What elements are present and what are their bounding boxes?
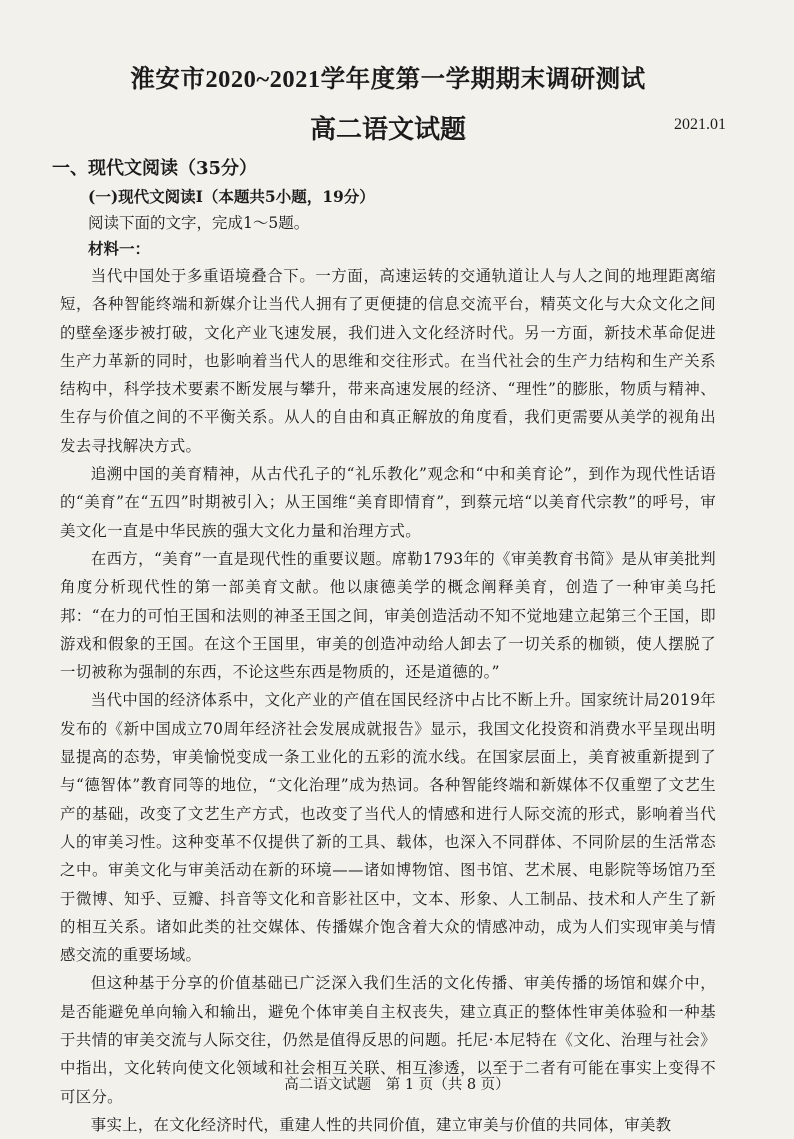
passage-body [60, 262, 716, 1139]
passage-paragraph: 追溯中国的美育精神，从古代孔子的“礼乐教化”观念和“中和美育论”，到作为现代性话语的“美育”在“五四”时期被引入；从王国维“美育即情育”，到蔡元培“以美育代宗教”的呼号，审美文化一直是中华民族的强大文化力量和治理方式。 [60, 465, 716, 540]
page-footer: 高二语文试题 第 1 页（共 8 页） [284, 1077, 510, 1093]
material-label: 材料一： [88, 239, 151, 258]
passage-paragraph: 事实上，在文化经济时代，重建人性的共同价值，建立审美与价值的共同体，审美教 [90, 1115, 672, 1134]
passage-paragraph: 当代中国处于多重语境叠合下。一方面，高速运转的交通轨道让人与人之间的地理距离缩短，各种智能终端和新媒介让当代人拥有了更便捷的信息交流平台，精英文化与大众文化之间的壁垒逐步被打破，文化产业飞速发展，我们进入文化经济时代。另一方面，新技术革命促进生产力革新的同时，也影响着当代人的思维和交往形式。在当代社会的生产力结构和生产关系结构中，科学技术要素不断发展与攀升，带来高速发展的经济、“理性”的膨胀，物质与精神、生存与价值之间的不平衡关系。从人的自由和真正解放的角度看，我们更需要从美学的视角出发去寻找解决方式。 [60, 267, 716, 455]
reading-instruction: 阅读下面的文字，完成1～5题。 [88, 214, 310, 232]
passage-paragraph: 但这种基于分享的价值基础已广泛深入我们生活的文化传播、审美传播的场馆和媒介中，是否能避免单向输入和输出，避免个体审美自主权丧失，建立真正的整体性审美体验和一种基于共情的审美交流与人际交往，仍然是值得反思的问题。托尼·本尼特在《文化、治理与社会》中指出，文化转向使文化领域和社会相互关联、相互渗透，以至于二者有可能在事实上变得不可区分。 [60, 974, 716, 1106]
subsection-heading: (一)现代文阅读Ⅰ（本题共5小题，19分） [88, 187, 375, 206]
passage-paragraph: 在西方，“美育”一直是现代性的重要议题。席勒1793年的《审美教育书简》是从审美批判角度分析现代性的第一部美育文献。他以康德美学的概念阐释美育，创造了一种审美乌托邦：“在力的可怕王国和法则的神圣王国之间，审美创造活动不知不觉地建立起第三个王国，即游戏和假象的王国。在这个王国里，审美的创造冲动给人卸去了一切关系的枷锁，使人摆脱了一切被称为强制的东西，不论这些东西是物质的，还是道德的。” [60, 549, 716, 682]
passage-paragraph: 当代中国的经济体系中，文化产业的产值在国民经济中占比不断上升。国家统计局2019年发布的《新中国成立70周年经济社会发展成就报告》显示，我国文化投资和消费水平呈现出明显提高的态势，审美愉悦变成一条工业化的五彩的流水线。在国家层面上，美育被重新提到了与“德智体”教育同等的地位，“文化治理”成为热词。各种智能终端和新媒体不仅重塑了文艺生产的基础，改变了文艺生产方式，也改变了当代人的情感和进行人际交流的形式，影响着当代人的审美习性。这种变革不仅提供了新的工具、载体，也深入不同群体、不同阶层的生活常态之中。审美文化与审美活动在新的环境——诸如博物馆、图书馆、艺术展、电影院等场馆乃至于微博、知乎、豆瓣、抖音等文化和音影社区中，文本、形象、人工制品、技术和人产生了新的相互关系。诸如此类的社交媒体、传播媒介饱含着大众的情感冲动，成为人们实现审美与情感交流的重要场域。 [60, 691, 716, 965]
exam-title: 淮安市2020~2021学年度第一学期期末调研测试 [130, 66, 646, 93]
exam-date: 2021.01 [674, 116, 726, 133]
subtitle-row [60, 108, 726, 152]
exam-subtitle: 高二语文试题 [309, 115, 466, 145]
section-heading: 一、现代文阅读（35分） [52, 158, 258, 179]
